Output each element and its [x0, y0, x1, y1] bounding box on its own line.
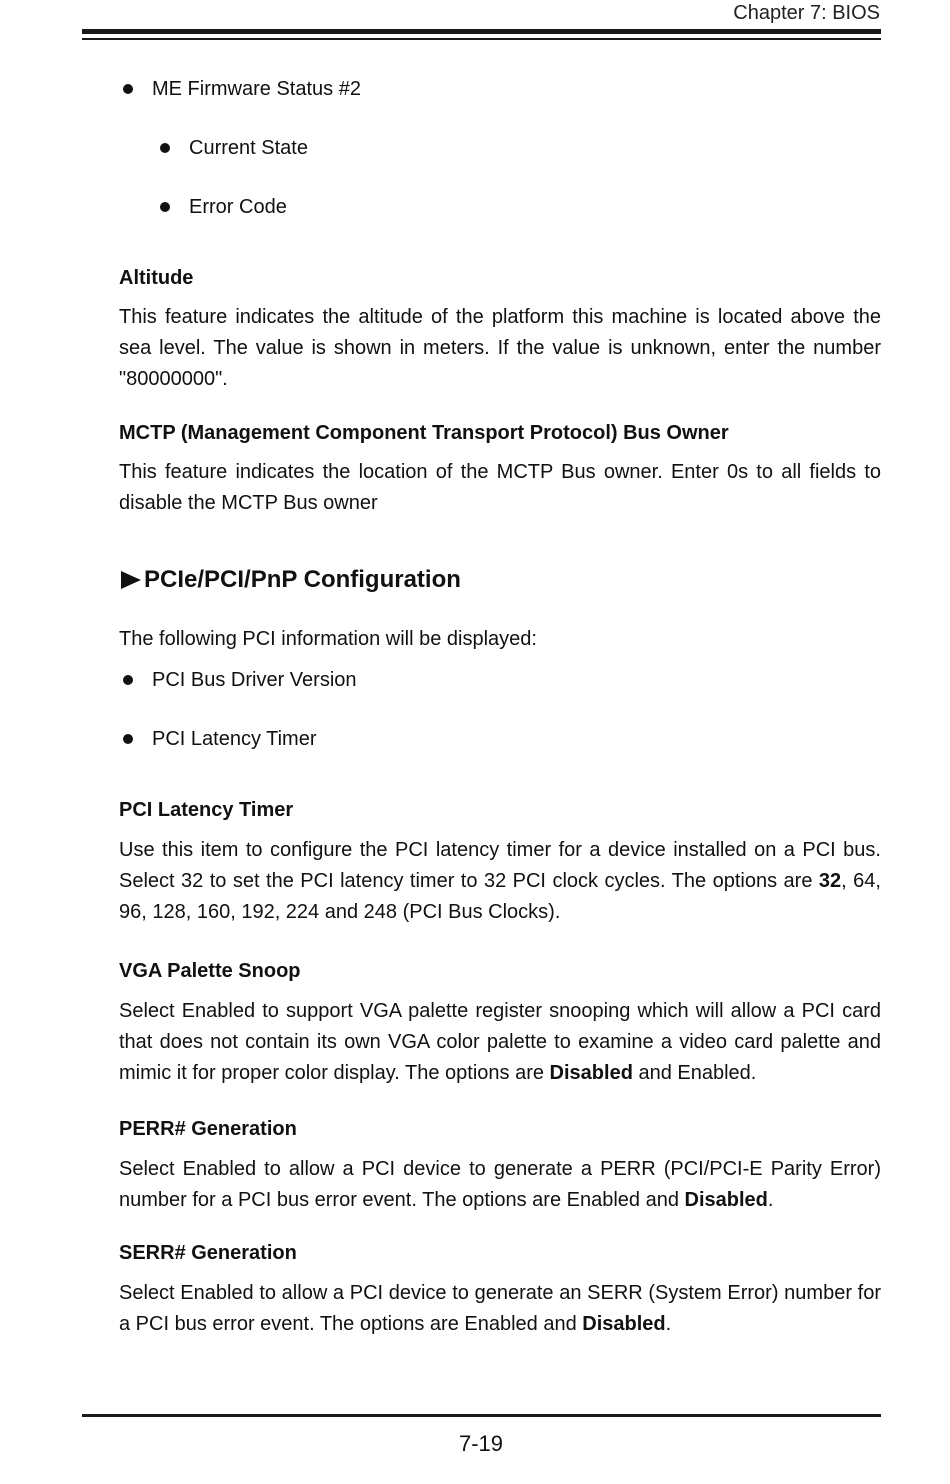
- section-heading: [119, 565, 461, 595]
- latency-heading: PCI Latency Timer: [119, 799, 294, 821]
- list-item-label: Error Code: [189, 196, 287, 218]
- bullet-icon: [160, 143, 170, 153]
- triangle-right-icon: [121, 571, 141, 589]
- default-option: Disabled: [582, 1313, 666, 1335]
- altitude-description: This feature indicates the altitude of the platform this machine is located above the sea level. The value is shown in meters. If the value is unknown, enter the number "80000000".: [119, 306, 881, 390]
- section-heading-label: PCIe/PCI/PnP Configuration: [144, 566, 461, 593]
- default-option: Disabled: [684, 1189, 768, 1211]
- vga-heading: VGA Palette Snoop: [119, 960, 301, 982]
- perr-description: Select Enabled to allow a PCI device to generate a PERR (PCI/PCI-E Parity Error) number for a PCI bus error event. The options are Enabled and Disabled.: [119, 1158, 881, 1211]
- header-rule-thick: [82, 29, 881, 34]
- altitude-heading: Altitude: [119, 267, 194, 289]
- mctp-description: This feature indicates the location of the MCTP Bus owner. Enter 0s to all fields to disable the MCTP Bus owner: [119, 461, 881, 514]
- bullet-icon: [123, 675, 133, 685]
- default-option: 32: [818, 870, 842, 892]
- bullet-icon: [123, 734, 133, 744]
- mctp-heading: MCTP (Management Component Transport Protocol) Bus Owner: [119, 422, 729, 444]
- bullet-icon: [160, 202, 170, 212]
- list-item-label: Current State: [189, 137, 308, 159]
- list-item: [152, 77, 361, 101]
- bullet-icon: [123, 84, 133, 94]
- list-item-label: ME Firmware Status #2: [152, 78, 361, 100]
- page-number: 7-19: [458, 1431, 504, 1456]
- pcie-intro: The following PCI information will be displayed:: [119, 628, 537, 650]
- footer-rule: [82, 1414, 881, 1417]
- serr-description: Select Enabled to allow a PCI device to generate an SERR (System Error) number for a PCI bus error event. The options are Enabled and Disabled.: [119, 1282, 881, 1335]
- header-rule-thin: [82, 38, 881, 40]
- default-option: Disabled: [549, 1062, 633, 1084]
- list-item-label: PCI Latency Timer: [152, 728, 317, 750]
- list-item: [189, 136, 308, 160]
- list-item: [152, 727, 317, 751]
- serr-heading: SERR# Generation: [119, 1242, 297, 1264]
- list-item: [189, 195, 287, 219]
- latency-description: Use this item to configure the PCI latency timer for a device installed on a PCI bus. Select 32 to set the PCI latency timer to 32 PCI clock cycles. The options are 32, 64, 96, 128, 160, 192, 224 and 248 (PCI Bus Clocks).: [119, 839, 881, 923]
- chapter-title: Chapter 7: BIOS: [733, 2, 880, 24]
- perr-heading: PERR# Generation: [119, 1118, 297, 1140]
- list-item: [152, 668, 357, 692]
- vga-description: Select Enabled to support VGA palette register snooping which will allow a PCI card that does not contain its own VGA color palette to examine a video card palette and mimic it for proper color display. The options are Disabled and Enabled.: [119, 1000, 881, 1084]
- list-item-label: PCI Bus Driver Version: [152, 669, 357, 691]
